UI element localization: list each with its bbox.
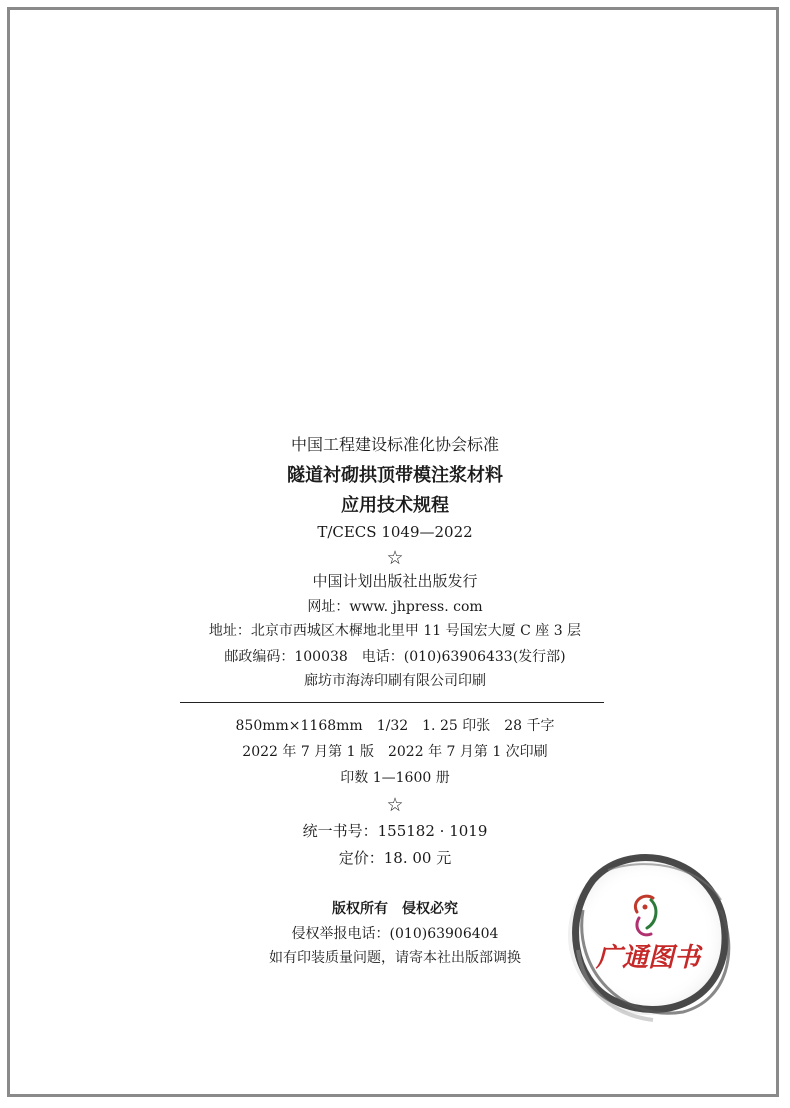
star-separator-2: ☆	[386, 794, 404, 816]
isbn-line: 统一书号：155182 · 1019	[302, 822, 488, 840]
publisher-seal	[553, 840, 743, 1030]
quality-note-line: 如有印装质量问题，请寄本社出版部调换	[269, 950, 521, 966]
ink-circle-icon	[553, 840, 743, 1030]
edition-line: 2022 年 7 月第 1 版 2022 年 7 月第 1 次印刷	[242, 744, 548, 760]
publisher-line: 中国计划出版社出版发行	[312, 572, 478, 590]
format-line: 850mm×1168mm 1/32 1. 25 印张 28 千字	[235, 718, 555, 734]
print-run-line: 印数 1—1600 册	[340, 770, 450, 786]
divider-rule	[180, 702, 604, 703]
price-line: 定价：18. 00 元	[338, 849, 452, 867]
printer-line: 廊坊市海涛印刷有限公司印刷	[304, 673, 486, 689]
star-separator: ☆	[386, 547, 404, 569]
series-title: 中国工程建设标准化协会标准	[290, 435, 499, 454]
book-title-line2: 应用技术规程	[341, 495, 449, 516]
book-title-line1: 隧道衬砌拱顶带模注浆材料	[287, 465, 503, 486]
standard-code: T/CECS 1049—2022	[317, 523, 473, 541]
report-phone-line: 侵权举报电话：(010)63906404	[291, 926, 499, 942]
postal-phone-line: 邮政编码：100038 电话：(010)63906433(发行部)	[224, 649, 566, 665]
address-line: 地址：北京市西城区木樨地北里甲 11 号国宏大厦 C 座 3 层	[208, 623, 582, 639]
website-line: 网址：www. jhpress. com	[307, 599, 483, 615]
stamp-text: 广通图书	[595, 943, 701, 973]
copyright-line: 版权所有 侵权必究	[332, 901, 458, 917]
